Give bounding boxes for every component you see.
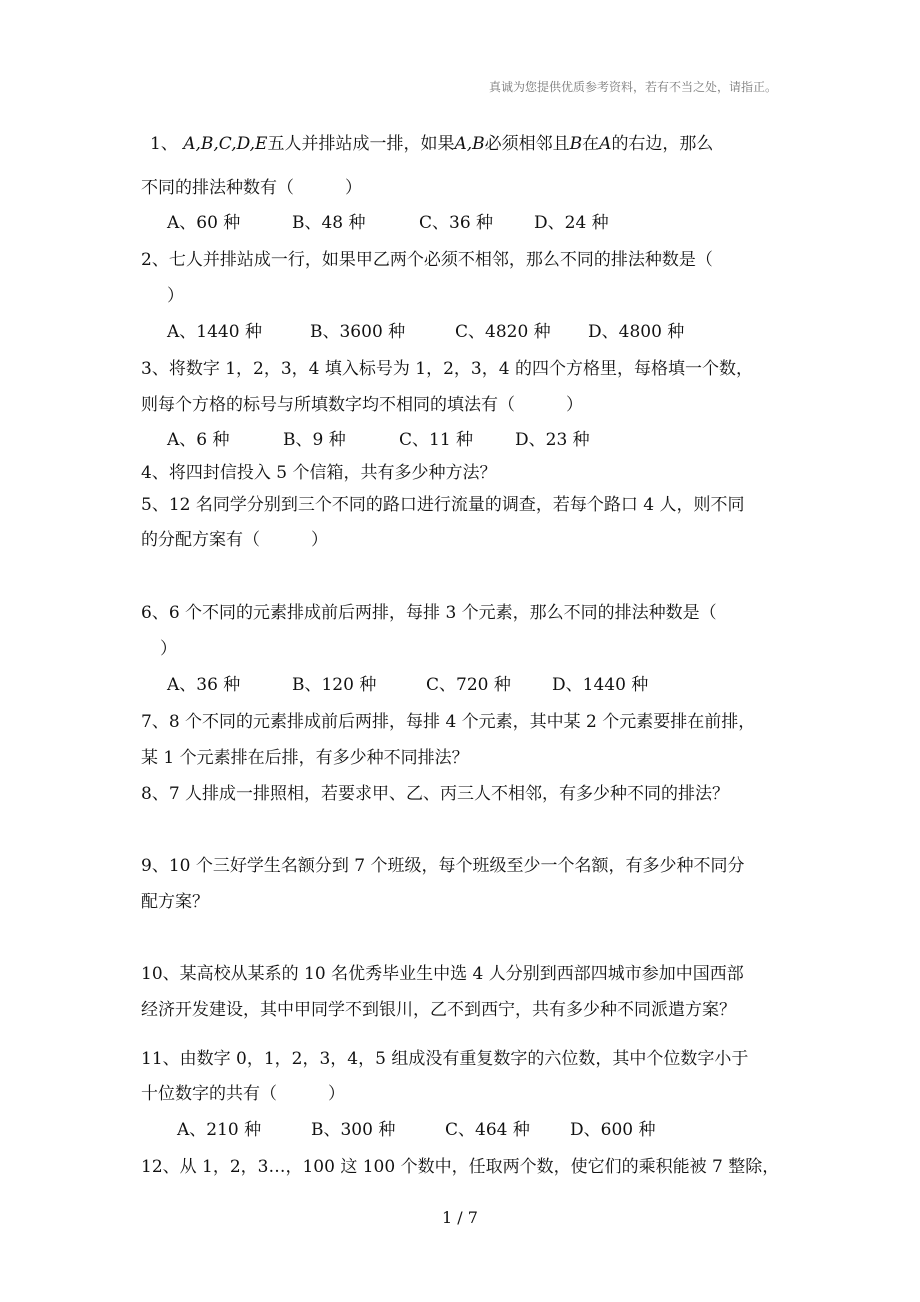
- question-6-option-c: C、720 种: [426, 675, 511, 695]
- question-6-line-2: ）: [160, 639, 177, 659]
- question-11-option-b: B、300 种: [311, 1120, 396, 1140]
- question-2-option-c: C、4820 种: [455, 322, 551, 342]
- question-6-option-d: D、1440 种: [552, 675, 649, 695]
- question-7-line-2: 某 1 个元素排在后排，有多少种不同排法？: [141, 748, 469, 768]
- question-1-option-a: A、60 种: [167, 213, 241, 233]
- question-1-text-c: 在: [582, 134, 600, 154]
- question-1-line-2: 不同的排法种数有（ ）: [141, 178, 362, 198]
- question-11-line-1: 11、由数字 0，1，2，3，4，5 组成没有重复数字的六位数，其中个位数字小于: [141, 1049, 749, 1069]
- math-b: B: [569, 134, 583, 154]
- question-2-line-2: ）: [167, 286, 184, 306]
- question-3-option-d: D、23 种: [515, 430, 590, 450]
- question-6-line-1: 6、6 个不同的元素排成前后两排，每排 3 个元素，那么不同的排法种数是（: [141, 603, 717, 623]
- question-3-option-b: B、9 种: [283, 430, 346, 450]
- question-9-line-1: 9、10 个三好学生名额分到 7 个班级，每个班级至少一个名额，有多少种不同分: [141, 856, 745, 876]
- question-8-line-1: 8、7 人排成一排照相，若要求甲、乙、丙三人不相邻，有多少种不同的排法？: [141, 784, 730, 804]
- question-2-option-d: D、4800 种: [588, 322, 685, 342]
- question-11-option-a: A、210 种: [177, 1120, 262, 1140]
- question-6-option-a: A、36 种: [167, 675, 241, 695]
- question-1-line-1: [150, 136, 713, 153]
- question-1-text-b: 必须相邻且: [484, 134, 570, 154]
- question-3-option-c: C、11 种: [399, 430, 474, 450]
- question-5-line-1: 5、12 名同学分别到三个不同的路口进行流量的调查，若每个路口 4 人，则不同: [141, 495, 745, 515]
- question-11-option-c: C、464 种: [445, 1120, 530, 1140]
- page-number: 1 / 7: [442, 1208, 478, 1227]
- question-11-option-d: D、600 种: [570, 1120, 656, 1140]
- math-abcde: A,B,C,D,E: [183, 134, 268, 154]
- question-1-text-a: 五人并排站成一排，如果: [267, 134, 455, 154]
- question-3-line-1: 3、将数字 1，2，3，4 填入标号为 1，2，3，4 的四个方格里，每格填一个数，: [141, 359, 753, 379]
- question-3-option-a: A、6 种: [167, 430, 230, 450]
- question-1-option-c: C、36 种: [419, 213, 494, 233]
- question-6-option-b: B、120 种: [292, 675, 377, 695]
- question-10-line-1: 10、某高校从某系的 10 名优秀毕业生中选 4 人分别到西部四城市参加中国西部: [141, 964, 744, 984]
- question-9-line-2: 配方案？: [141, 892, 209, 912]
- question-2-line-1: 2、七人并排站成一行，如果甲乙两个必须不相邻，那么不同的排法种数是（: [141, 250, 713, 270]
- math-a: A: [599, 134, 612, 154]
- question-12-line-1: 12、从 1，2，3…，100 这 100 个数中，任取两个数，使它们的乘积能被 7 整除，: [141, 1157, 780, 1177]
- header-note: 真诚为您提供优质参考资料，若有不当之处，请指正。: [488, 80, 777, 94]
- question-2-option-b: B、3600 种: [310, 322, 406, 342]
- question-7-line-1: 7、8 个不同的元素排成前后两排，每排 4 个元素，其中某 2 个元素要排在前排，: [141, 712, 756, 732]
- question-1-option-d: D、24 种: [534, 213, 609, 233]
- math-ab: A,B: [454, 134, 485, 154]
- question-1-number: 1、: [150, 134, 178, 154]
- question-5-line-2: 的分配方案有（ ）: [141, 530, 328, 550]
- question-1-text-d: 的右边，那么: [611, 134, 714, 154]
- question-10-line-2: 经济开发建设，其中甲同学不到银川，乙不到西宁，共有多少种不同派遣方案？: [141, 1000, 736, 1020]
- question-11-line-2: 十位数字的共有（ ）: [141, 1084, 345, 1104]
- question-1-option-b: B、48 种: [292, 213, 366, 233]
- question-3-line-2: 则每个方格的标号与所填数字均不相同的填法有（ ）: [141, 395, 583, 415]
- question-2-option-a: A、1440 种: [167, 322, 262, 342]
- question-4-line-1: 4、将四封信投入 5 个信箱，共有多少种方法？: [141, 463, 497, 483]
